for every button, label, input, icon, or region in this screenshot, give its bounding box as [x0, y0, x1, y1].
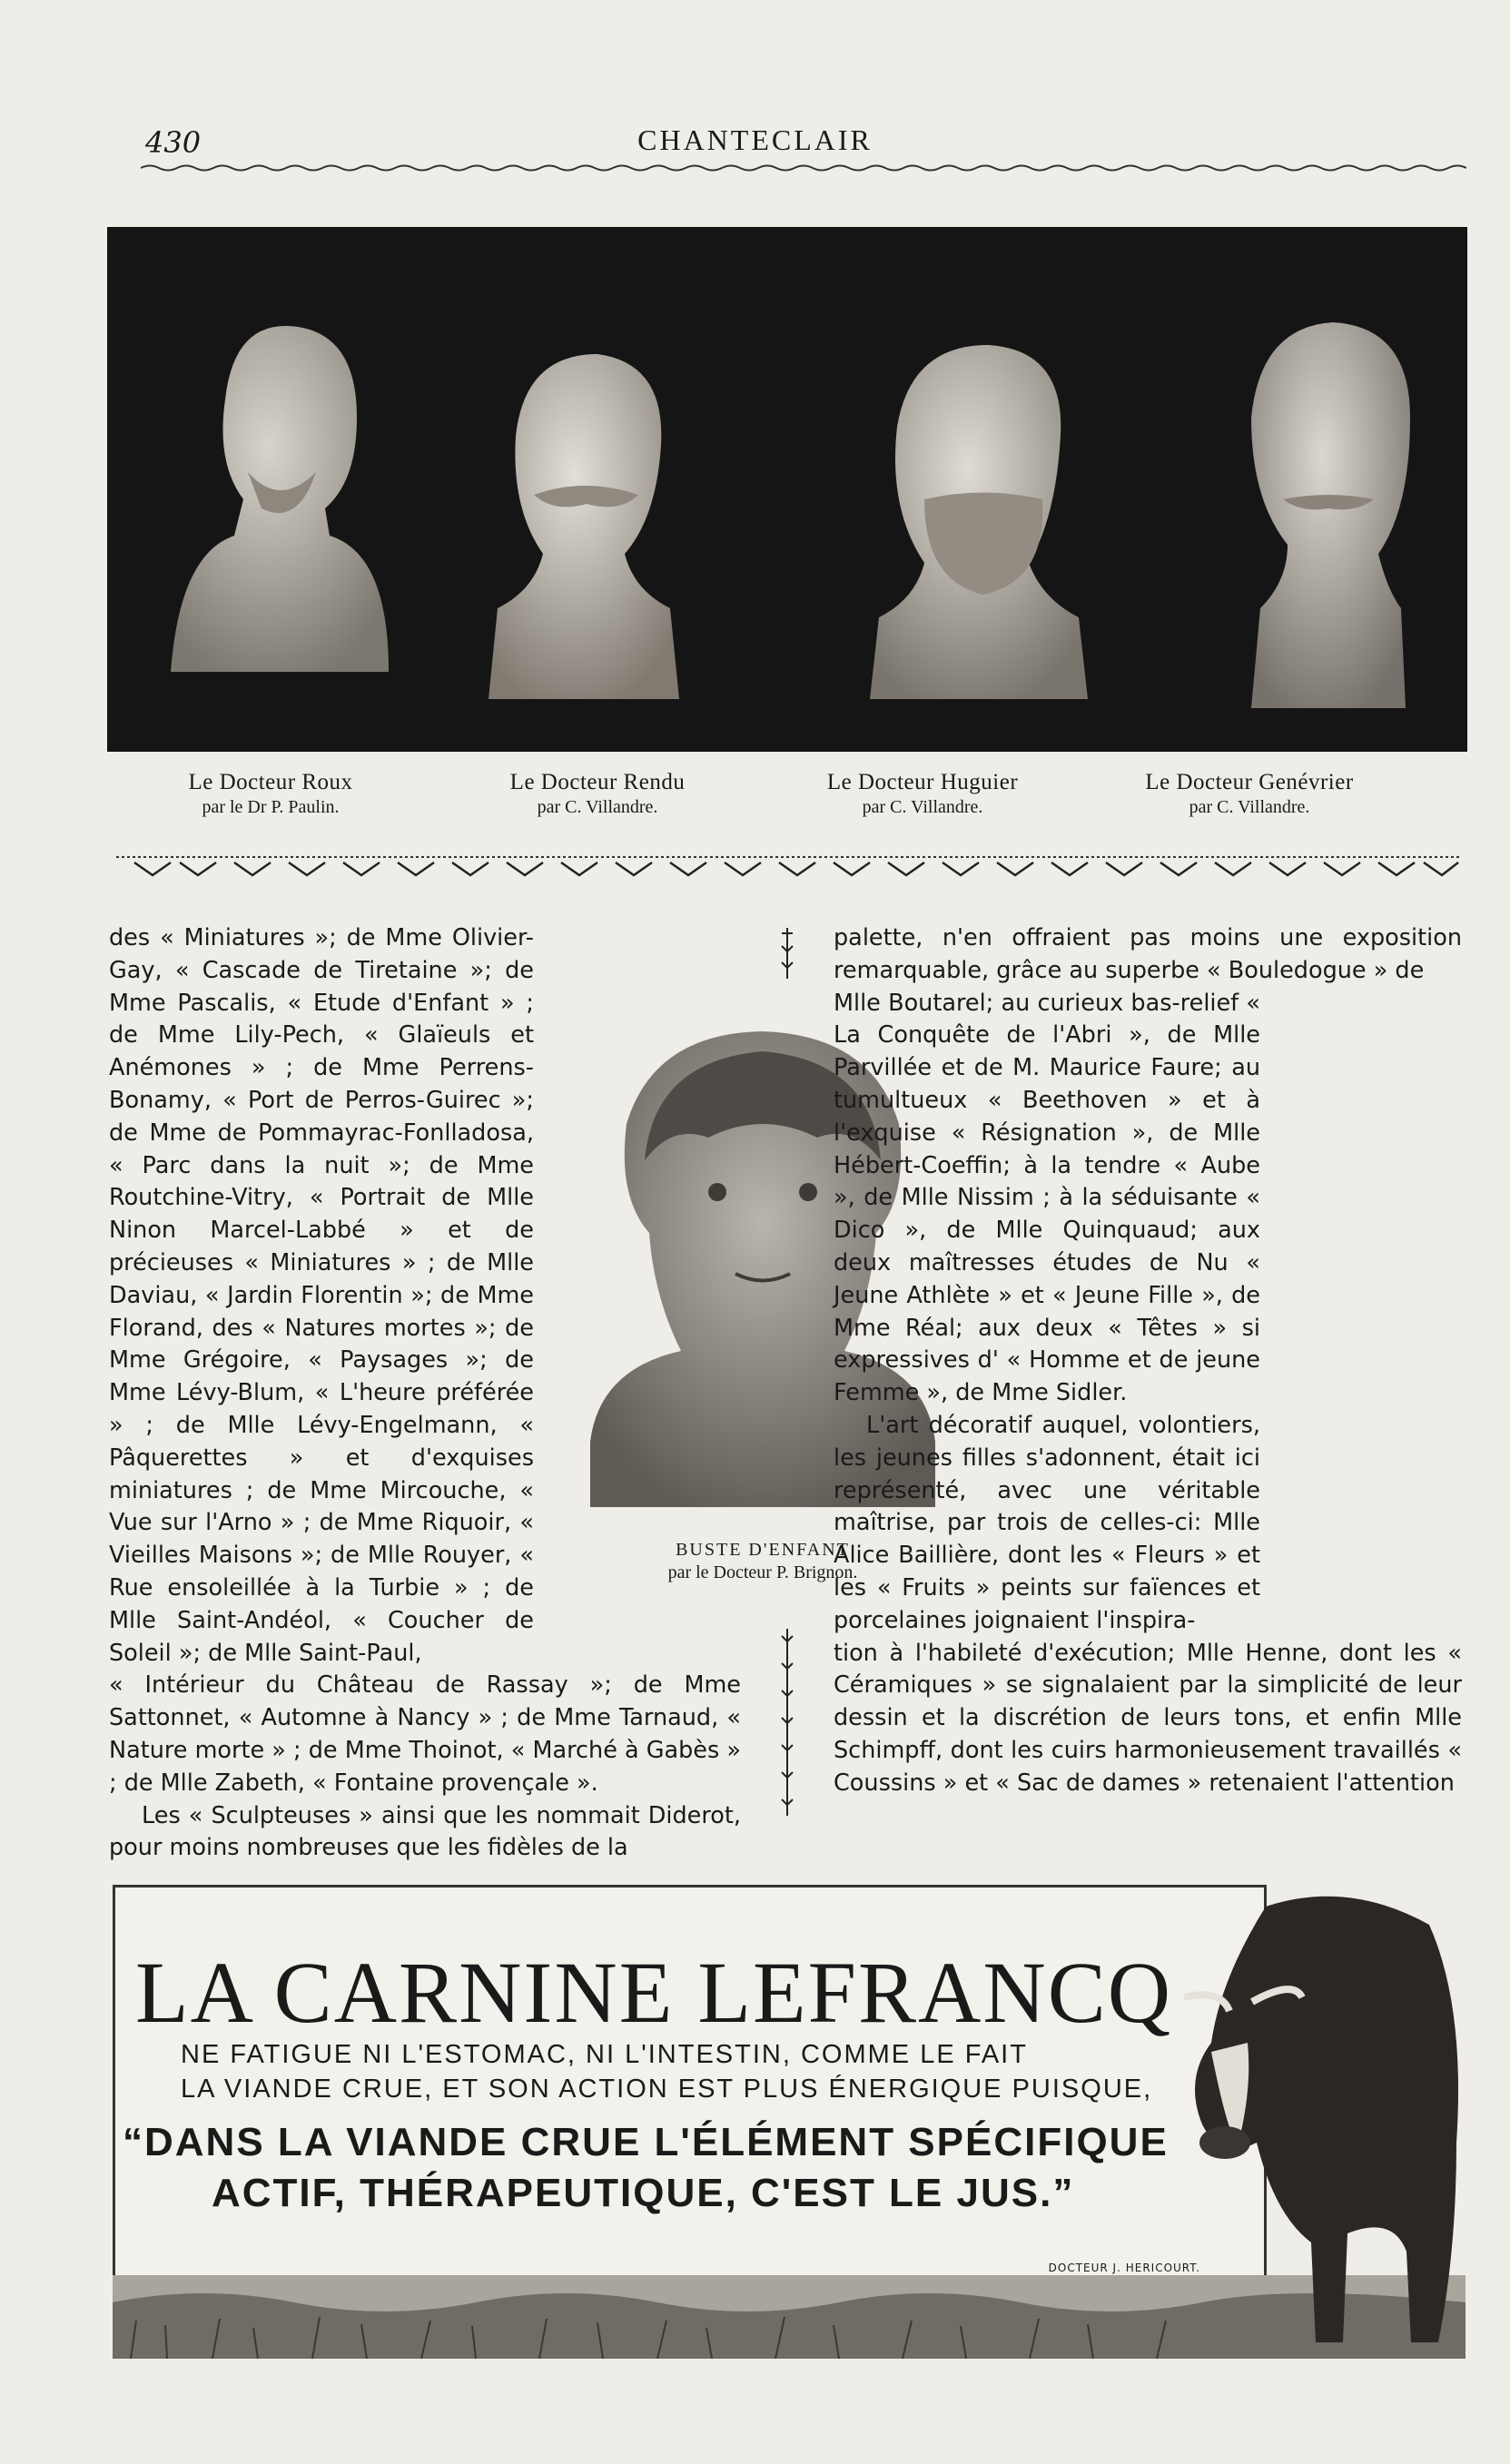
page-number: 430 — [145, 125, 202, 160]
article-right-column — [834, 922, 1462, 1800]
child-bust-caption: BUSTE D'ENFANT par le Docteur P. Brignon. — [667, 1540, 858, 1582]
right-column-text-narrow-2: L'art décoratif auquel, volontiers, les jeunes filles s'adonnent, était ici représenté, avec une véritable maîtrise, par trois de celles-ci: Mlle Alice Baillière, dont les « Fleurs » et les « Fruits » peints sur faïences et porcelaines joignaient l'inspira- — [834, 1411, 1260, 1634]
column-divider-bottom — [778, 1627, 796, 1818]
column-divider-top — [778, 926, 796, 981]
cow-illustration — [1166, 1870, 1466, 2361]
bust-roux-image — [162, 281, 398, 708]
page-title: CHANTECLAIR — [637, 123, 873, 156]
decorative-border — [116, 853, 1460, 881]
ad-line-2: LA VIANDE CRUE, ET SON ACTION EST PLUS ÉNERGIQUE PUISQUE, — [181, 2075, 1153, 2104]
bust-huguier-image — [861, 291, 1097, 717]
bust-rendu-image — [470, 300, 697, 717]
busts-captions — [107, 770, 1467, 824]
right-column-text-wide: tion à l'habileté d'exécution; Mlle Henne, dont les « Céramiques » se signalaient par la simplicité de leur dessin et la discrétion de leurs tons, et enfin Mlle Schimpff, dont les cuirs harmonieusement travaillés « Coussins » et « Sac de dames » retenaient l'attention — [834, 1639, 1462, 1797]
ad-source: DOCTEUR J. HERICOURT. — [1048, 2262, 1200, 2274]
bust-genevrier-image — [1224, 281, 1433, 717]
ad-quote-1: “DANS LA VIANDE CRUE L'ÉLÉMENT SPÉCIFIQUE — [123, 2120, 1169, 2164]
left-column-sculpteuses-paragraph: Les « Sculpteuses » ainsi que les nommait Diderot, pour moins nombreuses que les fidèles de la — [109, 1801, 741, 1862]
page-header — [0, 0, 1510, 182]
ad-title: LA CARNINE LEFRANCQ — [135, 1944, 1173, 2041]
header-rule — [141, 162, 1466, 174]
right-column-text-top: palette, n'en offraient pas moins une exposition remarquable, grâce au superbe « Bouledogue » de — [834, 924, 1462, 984]
left-column-text-narrow: des « Miniatures »; de Mme Olivier-Gay, « Cascade de Tiretaine »; de Mme Pascalis, « Etude d'Enfant » ; de Mme Lily-Pech, « Glaïeuls et Anémones » ; de Mme Perrens-Bonamy, « Port de Perros-Guirec »; de Mme de Pommayrac-Fonlladosa, « Parc dans la nuit »; de Mme Routchine-Vitry, « Portrait de Mlle Ninon Marcel-Labbé » et de précieuses « Miniatures » ; de Mlle Daviau, « Jardin Florentin »; de Mme Florand, des « Natures mortes »; de Mme Grégoire, « Paysages »; de Mme Lévy-Blum, « L'heure préférée » ; de Mlle Lévy-Engelmann, « Pâquerettes » et d'exquises miniatures ; de Mme Mircouche, « Vue sur l'Arno » ; de Mme Riquoir, « Vieilles Maisons »; de Mlle Rouyer, « Rue ensoleillée à la Turbie » ; de Mlle Saint-Andéol, « Coucher de Soleil »; de Mlle Saint-Paul, — [109, 924, 534, 1667]
caption-rendu: Le Docteur Rendu par C. Villandre. — [509, 770, 686, 817]
carnine-advertisement — [113, 1870, 1466, 2361]
ad-line-1: NE FATIGUE NI L'ESTOMAC, NI L'INTESTIN, COMME LE FAIT — [181, 2040, 1028, 2069]
caption-huguier: Le Docteur Huguier par C. Villandre. — [826, 770, 1019, 817]
left-column-text-wide: « Intérieur du Château de Rassay »; de Mme Sattonnet, « Automne à Nancy » ; de Mme Tarnaud, « Nature morte » ; de Mme Thoinot, « Marché à Gabès » ; de Mlle Zabeth, « Fontaine provençale ». — [109, 1671, 741, 1797]
right-column-text-narrow-1: Mlle Boutarel; au curieux bas-relief « La Conquête de l'Abri », de Mlle Parvillée et de M. Maurice Faure; au tumultueux « Beethoven » et à l'exquise « Résignation », de Mlle Hébert-Coeffin; à la tendre « Aube », de Mlle Nissim ; à la séduisante « Dico », de Mlle Quinquaud; aux deux maîtresses études de Nu « Jeune Athlète » et « Jeune Fille », de Mme Réal; aux deux « Têtes » si expressives d' « Homme et de jeune Femme », de Mme Sidler. — [834, 989, 1260, 1407]
ad-quote-2: ACTIF, THÉRAPEUTIQUE, C'EST LE JUS.” — [212, 2171, 1075, 2215]
busts-photograph — [107, 227, 1467, 752]
ad-billboard — [113, 1885, 1267, 2317]
caption-genevrier: Le Docteur Genévrier par C. Villandre. — [1145, 770, 1354, 817]
caption-roux: Le Docteur Roux par le Dr P. Paulin. — [188, 770, 353, 817]
